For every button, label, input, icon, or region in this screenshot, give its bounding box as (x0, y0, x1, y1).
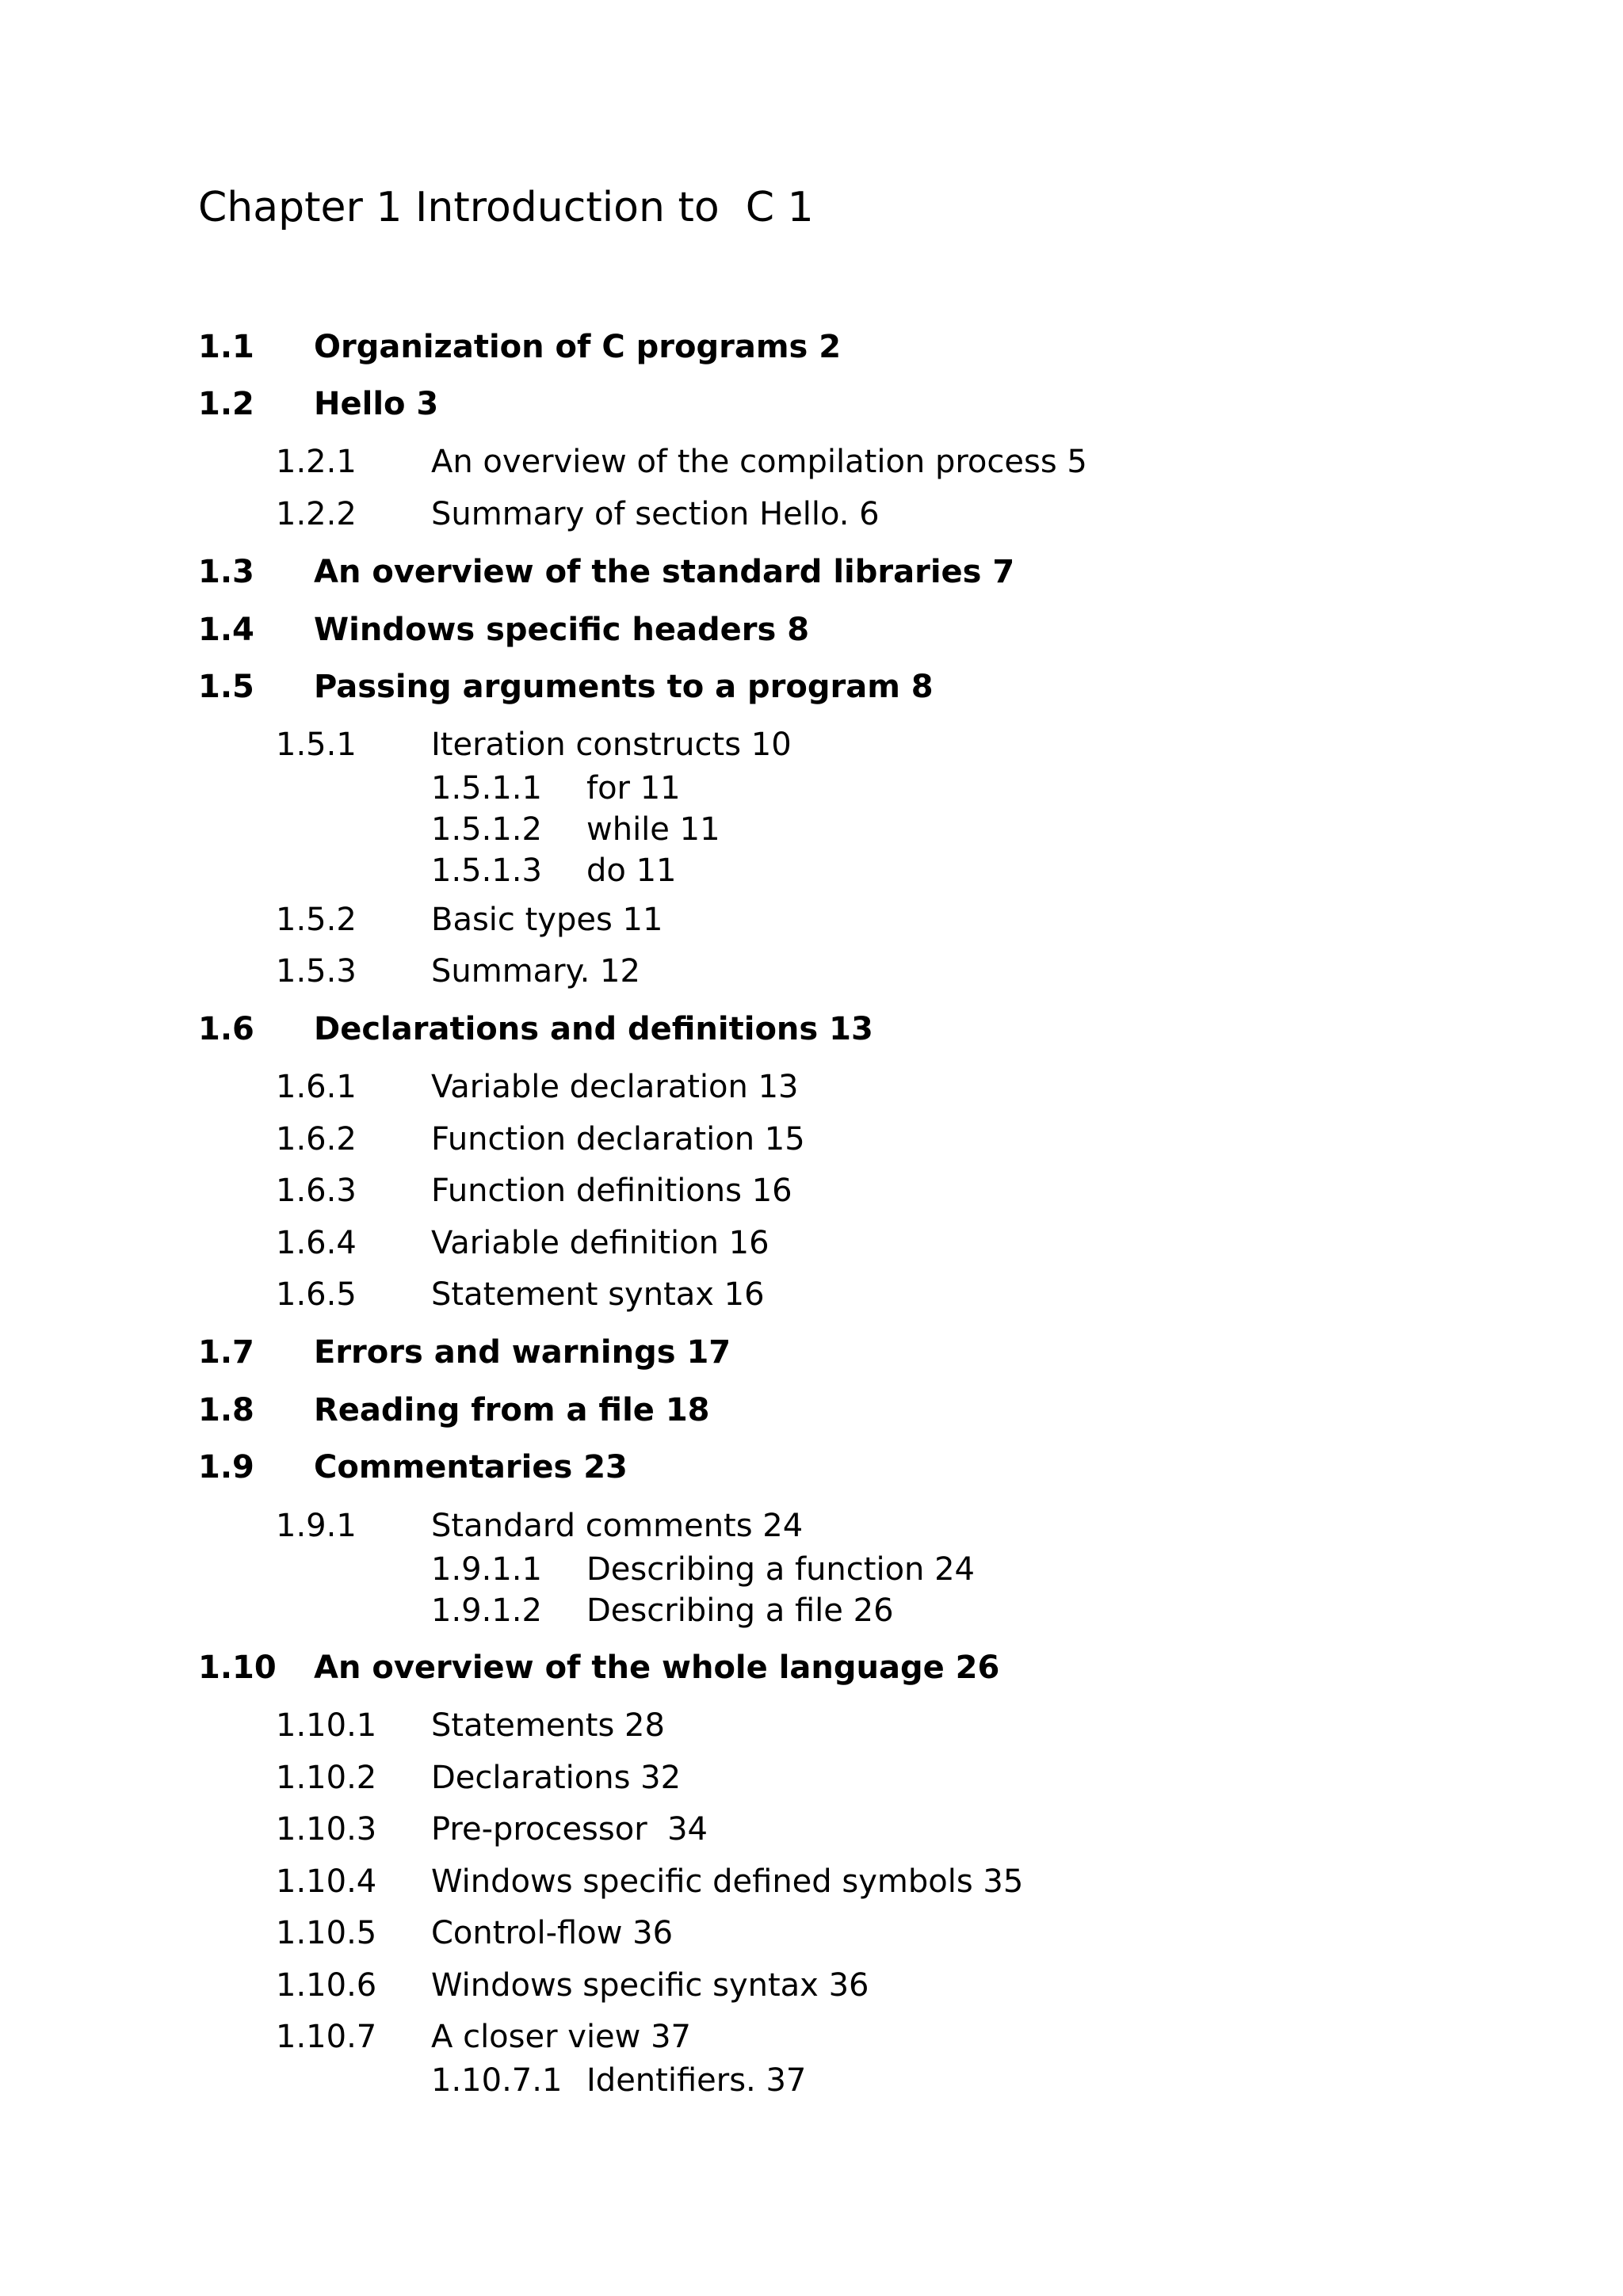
toc-entry-title: Describing a file 26 (586, 1592, 894, 1629)
toc-entry-title: Organization of C programs 2 (314, 329, 842, 365)
toc-entry-number: 1.10.5 (276, 1915, 377, 1951)
toc-entry-number: 1.5.2 (276, 902, 357, 938)
chapter-title: Chapter 1 Introduction to C 1 (198, 184, 814, 231)
toc-entry-number: 1.10.7 (276, 2019, 377, 2055)
toc-entry-title: Hello 3 (314, 386, 439, 422)
toc-entry-title: Pre-processor 34 (431, 1811, 708, 1848)
toc-entry-title: while 11 (586, 811, 720, 848)
toc-entry-title: Function definitions 16 (431, 1173, 792, 1209)
toc-entry-number: 1.10.2 (276, 1760, 377, 1796)
toc-entry-number: 1.10.7.1 (431, 2062, 563, 2099)
toc-entry-number: 1.10.6 (276, 1967, 377, 2004)
toc-entry-title: Basic types 11 (431, 902, 663, 938)
toc-entry-number: 1.7 (198, 1334, 254, 1371)
toc-entry-number: 1.5.3 (276, 953, 357, 990)
toc-entry-number: 1.6.1 (276, 1069, 357, 1105)
toc-entry-title: Windows specific defined symbols 35 (431, 1863, 1024, 1900)
toc-entry-number: 1.10.1 (276, 1707, 377, 1744)
toc-entry-number: 1.6.2 (276, 1121, 357, 1158)
toc-entry-title: Summary of section Hello. 6 (431, 496, 880, 532)
toc-entry-number: 1.5 (198, 669, 254, 705)
toc-entry-number: 1.2.2 (276, 496, 357, 532)
toc-entry-title: do 11 (586, 852, 677, 889)
toc-entry-number: 1.9.1.2 (431, 1592, 542, 1629)
toc-entry-title: Statement syntax 16 (431, 1276, 765, 1313)
toc-entry-number: 1.10.4 (276, 1863, 377, 1900)
toc-entry-number: 1.5.1.2 (431, 811, 542, 848)
toc-entry-title: Function declaration 15 (431, 1121, 805, 1158)
toc-entry-number: 1.6.5 (276, 1276, 357, 1313)
toc-entry-number: 1.6.4 (276, 1225, 357, 1261)
toc-entry-title: Variable declaration 13 (431, 1069, 799, 1105)
toc-entry-number: 1.2 (198, 386, 254, 422)
toc-entry-number: 1.5.1 (276, 727, 357, 763)
toc-entry-title: An overview of the whole language 26 (314, 1650, 1000, 1686)
toc-entry-number: 1.5.1.1 (431, 770, 542, 807)
toc-entry-title: Commentaries 23 (314, 1449, 628, 1486)
toc-entry-title: Declarations and definitions 13 (314, 1011, 873, 1047)
toc-entry-title: Passing arguments to a program 8 (314, 669, 934, 705)
toc-entry-number: 1.9 (198, 1449, 254, 1486)
toc-entry-number: 1.10.3 (276, 1811, 377, 1848)
toc-entry-title: Variable definition 16 (431, 1225, 769, 1261)
toc-entry-title: Reading from a file 18 (314, 1392, 710, 1428)
toc-entry-number: 1.6 (198, 1011, 254, 1047)
toc-entry-title: Errors and warnings 17 (314, 1334, 731, 1371)
toc-entry-title: Statements 28 (431, 1707, 665, 1744)
toc-entry-title: Windows specific headers 8 (314, 612, 810, 648)
toc-entry-title: Summary. 12 (431, 953, 640, 990)
toc-entry-title: for 11 (586, 770, 681, 807)
toc-entry-title: Describing a function 24 (586, 1551, 975, 1588)
toc-entry-number: 1.5.1.3 (431, 852, 542, 889)
toc-entry-number: 1.8 (198, 1392, 254, 1428)
toc-entry-title: An overview of the compilation process 5 (431, 444, 1087, 480)
toc-entry-title: Iteration constructs 10 (431, 727, 792, 763)
toc-entry-number: 1.10 (198, 1650, 277, 1686)
toc-entry-number: 1.4 (198, 612, 254, 648)
toc-entry-title: Control-flow 36 (431, 1915, 674, 1951)
toc-entry-number: 1.2.1 (276, 444, 357, 480)
toc-entry-number: 1.6.3 (276, 1173, 357, 1209)
toc-entry-title: Identifiers. 37 (586, 2062, 807, 2099)
toc-entry-title: A closer view 37 (431, 2019, 691, 2055)
toc-entry-title: Windows specific syntax 36 (431, 1967, 869, 2004)
toc-entry-title: An overview of the standard libraries 7 (314, 554, 1015, 590)
toc-entry-number: 1.3 (198, 554, 254, 590)
toc-entry-title: Standard comments 24 (431, 1508, 804, 1544)
toc-entry-number: 1.1 (198, 329, 254, 365)
toc-entry-title: Declarations 32 (431, 1760, 682, 1796)
toc-entry-number: 1.9.1.1 (431, 1551, 542, 1588)
toc-entry-number: 1.9.1 (276, 1508, 357, 1544)
toc-entry[interactable] (431, 2062, 807, 2191)
